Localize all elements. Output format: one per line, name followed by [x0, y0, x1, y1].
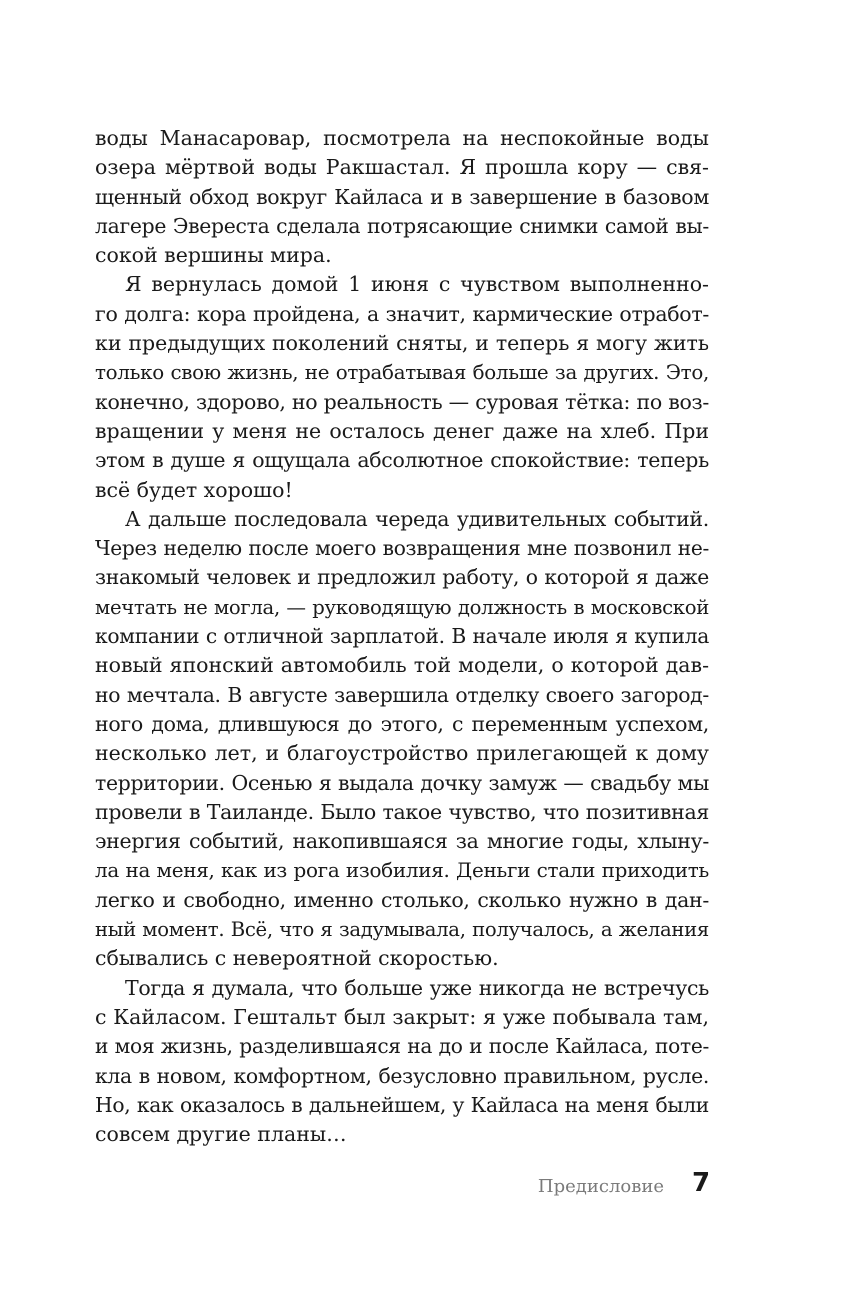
running-footer-section: Предисловие	[537, 1176, 664, 1197]
text-line: ный момент. Всё, что я задумывала, получалось, а желания	[95, 918, 709, 942]
text-line: сбывались с невероятной скоростью.	[95, 946, 499, 971]
text-line: провели в Таиланде. Было такое чувство, что позитивная	[95, 799, 709, 824]
text-line: но мечтала. В августе завершила отделку своего загород-	[95, 682, 709, 707]
text-line: знакомый человек и предложил работу, о которой я даже	[95, 565, 709, 590]
text-line: го долга: кора пройдена, а значит, кармические отработ-	[95, 301, 709, 326]
text-line: ного дома, длившуюся до этого, с переменным успехом,	[95, 711, 709, 736]
body-text	[95, 124, 709, 1149]
text-line: мечтать не могла, — руководящую должность в московской	[95, 595, 709, 619]
text-line: воды Манасаровар, посмотрела на неспокойные воды	[95, 126, 709, 150]
text-line: только свою жизнь, не отрабатывая больше за других. Это,	[95, 361, 709, 385]
text-line: этом в душе я ощущала абсолютное спокойствие: теперь	[95, 448, 709, 473]
text-line: энергия событий, накопившаяся за многие годы, хлыну-	[95, 829, 709, 854]
text-line: ки предыдущих поколений сняты, и теперь я могу жить	[95, 331, 709, 356]
text-line: Но, как оказалось в дальнейшем, у Кайласа на меня были	[95, 1092, 709, 1117]
text-line: новый японский автомобиль той модели, о которой дав-	[95, 653, 709, 678]
text-line: конечно, здорово, но реальность — суровая тётка: по воз-	[95, 389, 709, 414]
text-line: озера мёртвой воды Ракшастал. Я прошла кору — свя-	[95, 155, 709, 180]
text-line: Через неделю после моего возвращения мне позвонил не-	[95, 536, 709, 561]
text-line: компании с отличной зарплатой. В начале июля я купила	[95, 624, 709, 649]
text-line: совсем другие планы…	[95, 1122, 347, 1147]
text-line: вращении у меня не осталось денег даже на хлеб. При	[95, 418, 709, 443]
text-line: сокой вершины мира.	[95, 243, 332, 268]
text-line: Я вернулась домой 1 июня с чувством выполненно-	[125, 272, 709, 297]
text-line: А дальше последовала череда удивительных событий.	[125, 506, 709, 531]
text-line: всё будет хорошо!	[95, 477, 293, 502]
page-number: 7	[692, 1168, 711, 1198]
text-line: лагере Эвереста сделала потрясающие снимки самой вы-	[95, 213, 709, 238]
text-line: Тогда я думала, что больше уже никогда не встречусь	[125, 975, 709, 1000]
text-line: легко и свободно, именно столько, сколько нужно в дан-	[95, 887, 709, 912]
text-line: и моя жизнь, разделившаяся на до и после Кайласа, поте-	[95, 1034, 709, 1059]
text-line: щенный обход вокруг Кайласа и в завершение в базовом	[95, 184, 709, 209]
text-line: территории. Осенью я выдала дочку замуж — свадьбу мы	[95, 770, 709, 795]
text-line: несколько лет, и благоустройство прилегающей к дому	[95, 741, 709, 766]
text-line: с Кайласом. Гештальт был закрыт: я уже побывала там,	[95, 1004, 709, 1029]
text-line: ла на меня, как из рога изобилия. Деньги стали приходить	[95, 858, 709, 883]
text-line: кла в новом, комфортном, безусловно правильном, русле.	[95, 1063, 709, 1088]
